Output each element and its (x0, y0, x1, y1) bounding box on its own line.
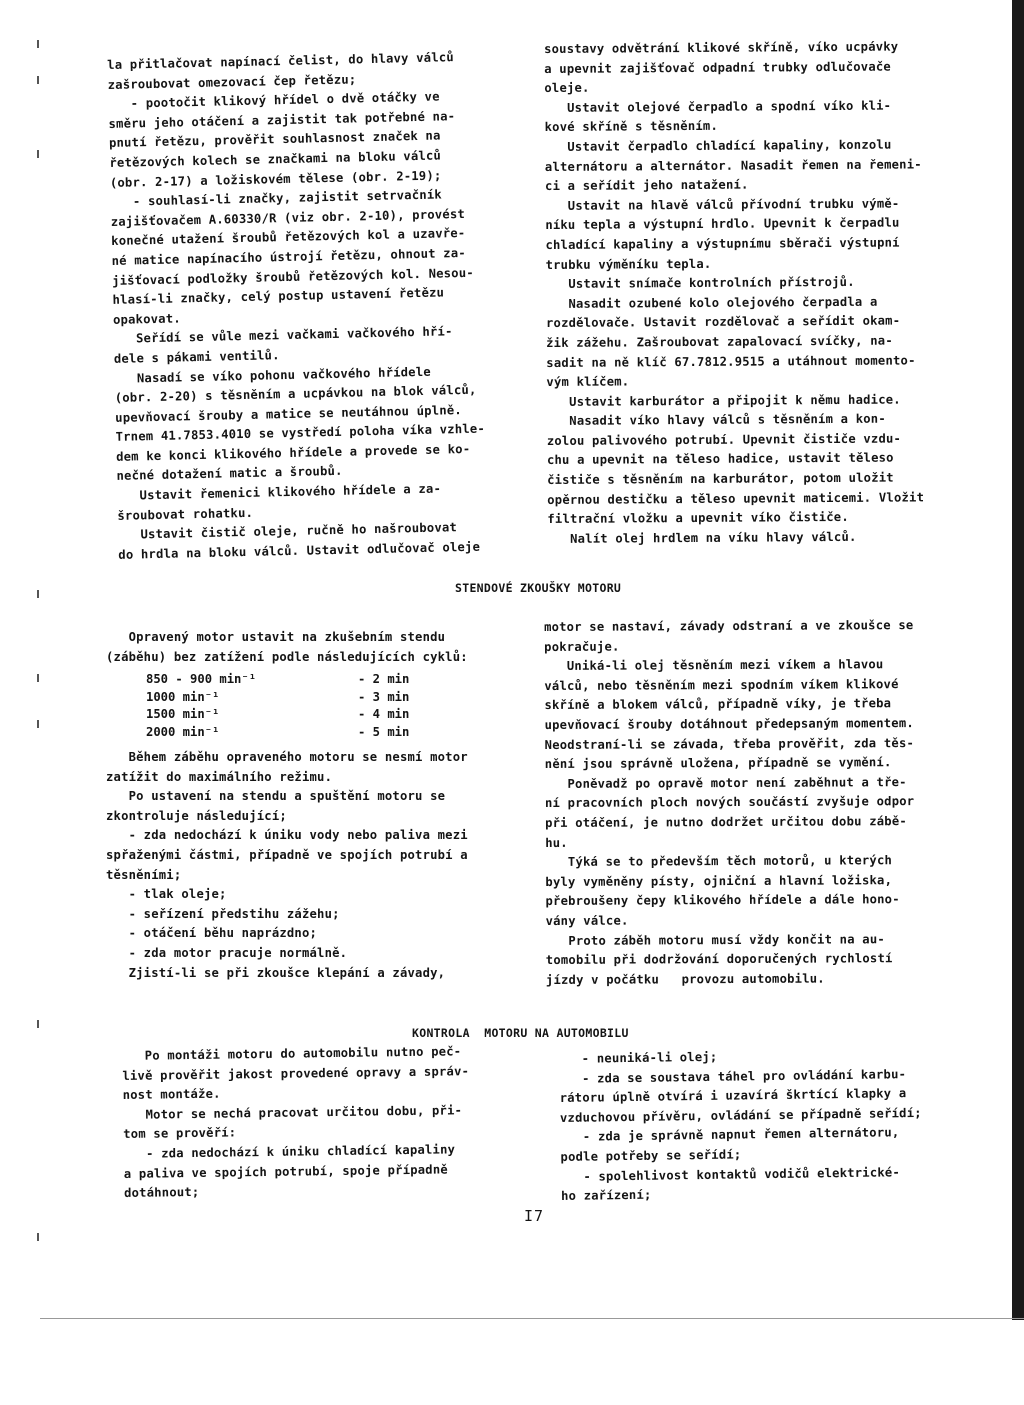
margin-mark (37, 590, 39, 598)
car-left-text (122, 1042, 471, 1204)
top-right-text (544, 37, 924, 549)
margin-mark (37, 150, 39, 158)
text-line: - zda nedochází k úniku chladící kapaliny (123, 1142, 456, 1161)
text-line: motor se nastaví, závady odstraní a ve zkoušce se (544, 618, 914, 634)
text-line: chu a upevnit na těleso hadice, ustavit těleso (546, 451, 894, 468)
text-line: zašroubovat omezovací čep řetězu; (107, 71, 357, 92)
text-line: ci a seřídit jeho natažení. (544, 177, 749, 194)
margin-mark (37, 1233, 39, 1241)
engine-speed: 1000 min⁻¹ (146, 689, 220, 704)
stand-left-column (106, 628, 468, 667)
text-line: hu. (545, 835, 568, 850)
text-line: Nasadí se víko pohonu vačkového hřídele (114, 364, 431, 386)
text-line: těsněními; (106, 867, 182, 882)
text-line: byly vyměněny písty, ojniční a hlavní ložiska, (545, 872, 893, 889)
text-line: válců, nebo těsněním mezi spodním víkem klikové (544, 676, 899, 693)
text-line: konečné utažení šroubů řetězových kol a uzavře- (111, 226, 466, 249)
text-line: Ustavit karburátor a připojit k němu hadice. (546, 392, 901, 409)
text-line: Ustavit řemenici klikového hřídele a za- (116, 481, 442, 503)
text-line: upevňovací šrouby dotáhnout předepsaným momentem. (544, 716, 914, 732)
stand-left-rest (106, 748, 468, 983)
text-line: a upevnit zajišťovač odpadní trubky odlučovače (544, 59, 891, 76)
text-line: Po ustavení na stendu a spuštění motoru se (106, 789, 446, 804)
text-line: Seřídí se vůle mezi vačkami vačkového hří- (113, 324, 453, 347)
text-line: Nasadit víko hlavy válců s těsněním a kon- (546, 411, 886, 429)
text-line: - zda nedochází k úniku vody nebo paliva mezi (106, 828, 468, 843)
text-line: soustavy odvětrání klikové skříně, víko ucpávky (544, 39, 899, 56)
margin-mark (37, 720, 39, 728)
speed-cycle-row (146, 671, 409, 689)
text-line: Týká se to především těch motorů, u kterých (545, 853, 893, 870)
text-line: Zjistí-li se při zkoušce klepání a závady, (106, 965, 446, 980)
text-line: Motor se nechá pracovat určitou dobu, při- (122, 1103, 463, 1122)
text-line: livě prověřit jakost provedené opravy a správ- (122, 1063, 470, 1083)
stand-left-rest-text (106, 748, 468, 983)
top-left-column (107, 48, 488, 566)
margin-mark (37, 40, 39, 48)
text-line: a paliva ve spojích potrubí, spoje případně (123, 1162, 448, 1181)
car-left-column (122, 1042, 471, 1204)
text-line: chladící kapaliny a výstupnímu sběrači výstupní (545, 235, 900, 252)
text-line: šroubovat rohatku. (117, 505, 254, 523)
text-line: Ustavit čistič oleje, ručně ho našroubovat (117, 520, 458, 543)
text-line: přebroušeny čepy klikového hřídele a dále hono- (545, 892, 900, 909)
text-line: nění jsou správně uložena, případně se vymění. (544, 755, 892, 772)
text-line: tom se prověří: (123, 1125, 237, 1142)
stand-right-text (544, 616, 915, 990)
text-line: (záběhu) bez zatížení podle následujících cyklů: (106, 649, 468, 664)
text-line: la přitlačovat napínací čelist, do hlavy válců (107, 50, 455, 72)
text-line: (obr. 2-17) a ložiskovém tělese (obr. 2-19); (109, 168, 442, 190)
text-line: - zda motor pracuje normálně. (106, 945, 348, 960)
text-line: Ustavit olejové čerpadlo a spodní víko kli- (544, 98, 892, 115)
text-line: - zda je správně napnut řemen alternátoru, (560, 1125, 900, 1145)
text-line: jišťovací podložky šroubů řetězových kol. Nesou- (111, 265, 474, 288)
text-line: zatížit do maximálního režimu. (106, 769, 333, 784)
stand-right-column (544, 616, 915, 990)
text-line: zolou palivového potrubí. Upevnit čističe vzdu- (546, 431, 902, 448)
margin-mark (37, 674, 39, 682)
text-line: alternátoru a alternátor. Nasadit řemen na řemeni- (544, 156, 922, 174)
text-line: směru jeho otáčení a zajistit tak potřebné na- (108, 108, 456, 131)
text-line: Uniká-li olej těsněním mezi víkem a hlavou (544, 657, 884, 674)
text-line: vzduchovou přívěru, ovládání se případně seřídí; (559, 1105, 922, 1125)
text-line: dem ke konci klikového hřídele a provede se ko- (115, 441, 471, 464)
stand-left-intro (106, 628, 468, 667)
text-line: filtrační vložku a upevnit víko čističe. (547, 510, 849, 527)
cycle-duration: - 2 min (358, 672, 410, 686)
text-line: né matice napínacího ústrojí řetězu, ohnout za- (111, 245, 466, 268)
text-line: dele s pákami ventilů. (113, 348, 280, 366)
text-line: - otáčení běhu naprázdno; (106, 926, 318, 941)
text-line: Nasadit ozubené kolo olejového čerpadla a (545, 294, 878, 311)
top-right-column (544, 37, 924, 549)
heading-car-check: KONTROLA MOTORU NA AUTOMOBILU (412, 1026, 629, 1040)
text-line: opěrnou destičku a těleso upevnit maticemi. Vložit (547, 490, 925, 507)
text-line: níku tepla a výstupní hrdlo. Upevnit k čerpadlu (545, 215, 900, 233)
text-line: Poněvadž po opravě motor není zaběhnut a tře- (544, 774, 907, 791)
scan-bottom-rule (40, 1318, 1024, 1319)
text-line: Ustavit snímače kontrolních přístrojů. (545, 274, 855, 292)
speed-cycle-row (146, 689, 409, 707)
text-line: Proto záběh motoru musí vždy končit na au- (545, 931, 885, 948)
cycle-duration: - 4 min (358, 707, 410, 721)
text-line: - neuniká-li olej; (559, 1049, 718, 1066)
page-number: I7 (524, 1207, 545, 1225)
text-line: Po montáži motoru do automobilu nutno peč- (122, 1044, 462, 1063)
text-line: kové skříně s těsněním. (544, 119, 719, 135)
margin-mark (37, 76, 39, 84)
cycle-duration: - 5 min (358, 724, 410, 739)
text-line: ní pracovních ploch nových součástí zvyšuje odpor (544, 794, 915, 811)
text-line: spřaženými částmi, případně ve spojích potrubí a (106, 847, 468, 862)
text-line: - tlak oleje; (106, 887, 227, 902)
text-line: jízdy v počátku provozu automobilu. (545, 971, 825, 987)
text-line: (obr. 2-20) s těsněním a ucpávkou na blok válců, (114, 382, 477, 406)
text-line: nost montáže. (122, 1086, 221, 1103)
text-line: vány válce. (545, 913, 629, 928)
margin-mark (37, 1020, 39, 1028)
text-line: zajišťovačem A.60330/R (viz obr. 2-10), provést (110, 206, 466, 229)
text-line: podle potřeby se seřídí; (560, 1147, 742, 1164)
speed-cycle-row (146, 724, 409, 742)
top-left-text (107, 48, 488, 566)
text-line: Během záběhu opraveného motoru se nesmí motor (106, 750, 468, 764)
engine-speed: 2000 min⁻¹ (146, 724, 220, 739)
car-right-column (559, 1045, 923, 1207)
text-line: Nalít olej hrdlem na víku hlavy válců. (547, 529, 857, 546)
text-line: Opravený motor ustavit na zkušebním stendu (106, 630, 446, 644)
text-line: tomobilu při dodržování doporučených rychlostí (545, 951, 893, 968)
text-line: trubku výměníku tepla. (545, 256, 712, 272)
text-line: upevňovací šrouby a matice se neutáhnou úplně. (115, 402, 463, 425)
text-line: - zda se soustava táhel pro ovládání karbu- (559, 1066, 907, 1086)
text-line: zkontroluje následující; (106, 808, 287, 823)
text-line: - seřízení předstihu zážehu; (106, 906, 340, 921)
text-line: - spolehlivost kontaktů vodičů elektrické- (560, 1164, 901, 1184)
scan-edge-shadow (1012, 0, 1024, 1320)
text-line: dotáhnout; (123, 1185, 200, 1201)
text-line: při otáčení, je nutno dodržet určitou dobu zábě- (545, 814, 907, 830)
engine-speed: 1500 min⁻¹ (146, 707, 220, 721)
text-line: rátoru úplně otvírá i uzavírá škrtící klapky a (559, 1086, 907, 1106)
text-line: Trnem 41.7853.4010 se vystředí poloha víka vzhle- (115, 421, 486, 445)
speed-cycles-table (146, 671, 409, 741)
text-line: hlasí-li značky, celý postup ustavení řetězu (112, 285, 445, 308)
text-line: Ustavit na hlavě válců přívodní trubku výmě- (545, 196, 900, 213)
text-line: - pootočit klikový hřídel o dvě otáčky ve (107, 89, 440, 112)
text-line: čističe s těsněním na karburátor, potom uložit (547, 470, 894, 488)
text-line: vým klíčem. (546, 374, 630, 390)
text-line: pnutí řetězu, prověřit souhlasnost značek na (108, 128, 441, 151)
text-line: Neodstraní-li se závada, třeba prověřit, zda těs- (544, 735, 915, 752)
text-line: Ustavit čerpadlo chladící kapaliny, konzolu (544, 137, 892, 154)
text-line: sadit na ně klíč 67.7812.9515 a utáhnout momento- (546, 352, 916, 370)
text-line: - souhlasí-li značky, zajistit setrvačník (110, 187, 443, 210)
cycle-duration: - 3 min (358, 689, 410, 704)
heading-stand-test: STENDOVÉ ZKOUŠKY MOTORU (455, 581, 622, 595)
car-right-text (559, 1045, 923, 1207)
engine-speed: 850 - 900 min⁻¹ (146, 672, 257, 686)
speed-cycles-rows (146, 671, 409, 741)
text-line: do hrdla na bloku válců. Ustavit odlučovač oleje (118, 539, 481, 562)
text-line: rozdělovače. Ustavit rozdělovač a seřídit okam- (545, 313, 901, 331)
text-line: opakovat. (112, 311, 181, 327)
text-line: žik zážehu. Zašroubovat zapalovací svíčky, na- (546, 333, 893, 350)
text-line: nečné dotažení matic a šroubů. (116, 464, 343, 484)
text-line: ho zařízení; (560, 1187, 652, 1204)
text-line: řetězových kolech se značkami na bloku válců (109, 148, 442, 170)
text-line: oleje. (544, 80, 590, 96)
text-line: pokračuje. (544, 639, 620, 654)
text-line: skříně a blokem válců, případně víky, je třeba (544, 696, 892, 713)
speed-cycle-row (146, 706, 409, 724)
